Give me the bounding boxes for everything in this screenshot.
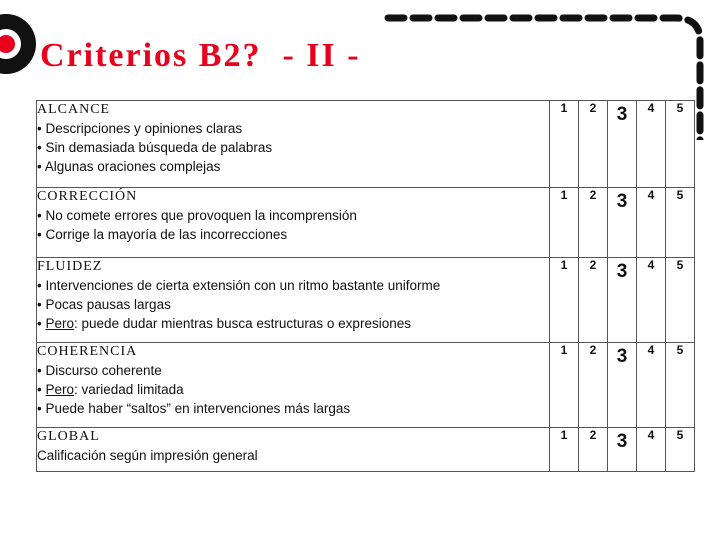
score-2[interactable]: 2 — [579, 101, 608, 188]
criteria-line-text: Pocas pausas largas — [45, 297, 171, 312]
score-5[interactable]: 5 — [666, 188, 695, 258]
criteria-line-text: Sin demasiada búsqueda de palabras — [45, 140, 273, 155]
criteria-table — [36, 100, 695, 472]
criteria-line — [37, 119, 549, 138]
score-3[interactable]: 3 — [608, 428, 637, 472]
criteria-line — [37, 157, 549, 176]
criteria-line — [37, 295, 549, 314]
bullet-mark: • — [37, 208, 42, 223]
bullet-mark: • — [37, 363, 42, 378]
score-1[interactable]: 1 — [550, 428, 579, 472]
criteria-line — [37, 314, 549, 333]
criteria-description-cell — [37, 343, 550, 428]
score-4[interactable]: 4 — [637, 258, 666, 343]
score-3[interactable]: 3 — [608, 343, 637, 428]
criteria-description-cell — [37, 101, 550, 188]
criteria-description-cell — [37, 188, 550, 258]
bullet-mark: • — [37, 121, 42, 136]
bullet-mark: • — [37, 159, 42, 174]
score-4[interactable]: 4 — [637, 428, 666, 472]
slide-title: Criterios B2? - II - — [40, 37, 361, 74]
criteria-line-text: No comete errores que provoquen la incomprensión — [45, 208, 357, 223]
criteria-row — [37, 188, 695, 258]
emphasis-word: Pero — [45, 382, 75, 397]
criteria-line — [37, 276, 549, 295]
score-1[interactable]: 1 — [550, 258, 579, 343]
criteria-line-text: : puede dudar mientras busca estructuras o expresiones — [74, 316, 411, 331]
criteria-line-text: : variedad limitada — [74, 382, 184, 397]
score-4[interactable]: 4 — [637, 101, 666, 188]
score-4[interactable]: 4 — [637, 343, 666, 428]
score-5[interactable]: 5 — [666, 428, 695, 472]
criteria-line — [37, 446, 549, 465]
criteria-line — [37, 225, 549, 244]
criteria-line-text: Descripciones y opiniones claras — [45, 121, 243, 136]
criteria-row — [37, 428, 695, 472]
bullet-mark: • — [37, 316, 42, 331]
criteria-line — [37, 399, 549, 418]
criteria-row — [37, 101, 695, 188]
criteria-line — [37, 361, 549, 380]
score-5[interactable]: 5 — [666, 101, 695, 188]
criteria-line-text: Algunas oraciones complejas — [44, 159, 221, 174]
score-2[interactable]: 2 — [579, 428, 608, 472]
criteria-description-cell — [37, 428, 550, 472]
score-1[interactable]: 1 — [550, 343, 579, 428]
criteria-category: GLOBAL — [37, 429, 100, 444]
criteria-category: ALCANCE — [37, 102, 111, 117]
score-5[interactable]: 5 — [666, 343, 695, 428]
criteria-line — [37, 138, 549, 157]
bullet-mark: • — [37, 227, 42, 242]
criteria-category: CORRECCIÓN — [37, 189, 138, 204]
criteria-line-text: Calificación según impresión general — [37, 448, 258, 463]
score-3[interactable]: 3 — [608, 188, 637, 258]
criteria-line-text: Intervenciones de cierta extensión con un ritmo bastante uniforme — [45, 278, 441, 293]
emphasis-word: Pero — [45, 316, 75, 331]
criteria-category: FLUIDEZ — [37, 259, 103, 274]
score-3[interactable]: 3 — [608, 101, 637, 188]
score-2[interactable]: 2 — [579, 343, 608, 428]
criteria-row — [37, 258, 695, 343]
score-1[interactable]: 1 — [550, 101, 579, 188]
bullet-mark: • — [37, 140, 42, 155]
criteria-description-cell — [37, 258, 550, 343]
score-4[interactable]: 4 — [637, 188, 666, 258]
score-3[interactable]: 3 — [608, 258, 637, 343]
score-5[interactable]: 5 — [666, 258, 695, 343]
score-2[interactable]: 2 — [579, 188, 608, 258]
criteria-line — [37, 380, 549, 399]
criteria-category: COHERENCIA — [37, 344, 138, 359]
criteria-line-text: Puede haber “saltos” en intervenciones más largas — [45, 401, 351, 416]
score-1[interactable]: 1 — [550, 188, 579, 258]
criteria-line-text: Discurso coherente — [45, 363, 162, 378]
bullet-mark: • — [37, 382, 42, 397]
bullet-mark: • — [37, 401, 42, 416]
criteria-line-text: Corrige la mayoría de las incorrecciones — [45, 227, 288, 242]
bullet-mark: • — [37, 297, 42, 312]
criteria-line — [37, 206, 549, 225]
bullet-mark: • — [37, 278, 42, 293]
score-2[interactable]: 2 — [579, 258, 608, 343]
target-bullet-icon — [0, 14, 36, 74]
criteria-row — [37, 343, 695, 428]
